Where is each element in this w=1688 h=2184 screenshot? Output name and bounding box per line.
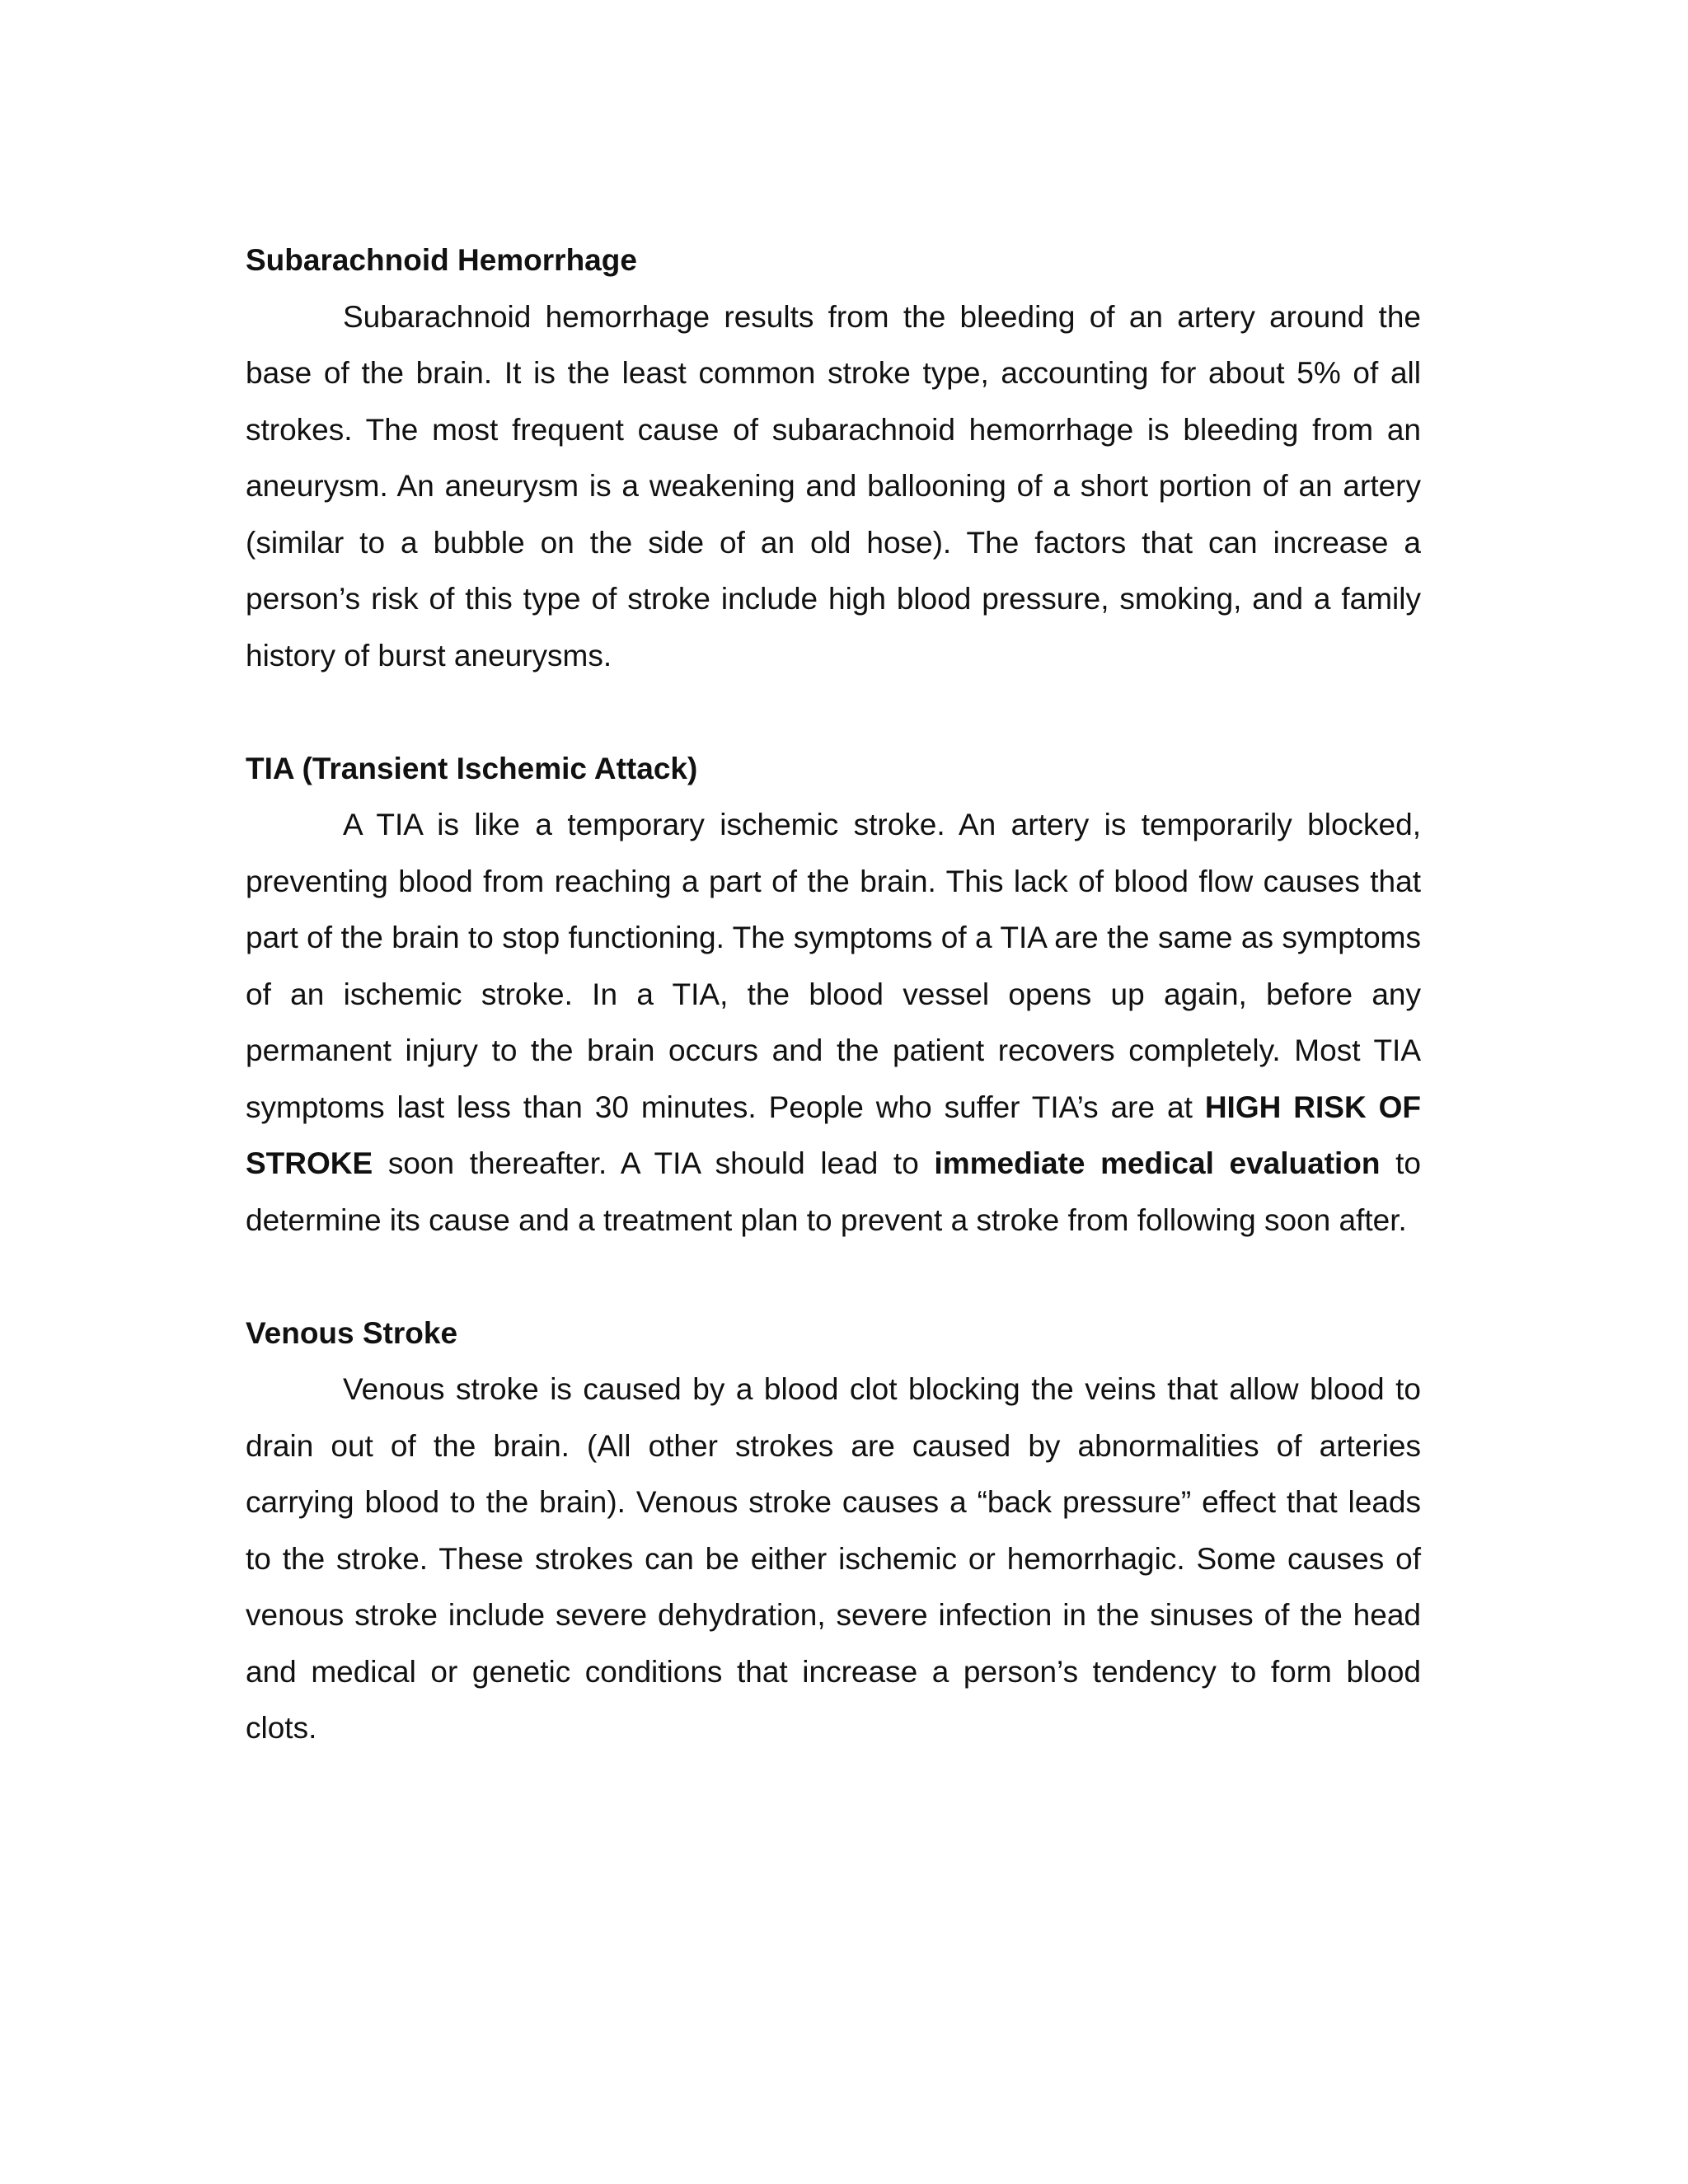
paragraph-text: soon thereafter. A TIA should lead to — [373, 1146, 935, 1180]
paragraph-text: to determine its cause and a treatment plan to prevent a stroke from following soon after. — [246, 1146, 1421, 1237]
paragraph-text: A TIA is like a temporary ischemic stroke. An artery is temporarily blocked, preventing blood from reaching a part of the brain. This lack of blood flow causes that part of the brain to stop functioning. The symptoms of a TIA are the same as symptoms of an ischemic stroke. In a TIA, the blood vessel opens up again, before any permanent injury to the brain occurs and the patient recovers completely. Most TIA symptoms last less than 30 minutes. People who suffer TIA’s are at — [246, 808, 1421, 1124]
emphasis-medical-evaluation: immediate medical evaluation — [934, 1146, 1381, 1180]
section-heading: TIA (Transient Ischemic Attack) — [246, 751, 698, 785]
section-subarachnoid-hemorrhage — [246, 232, 1421, 684]
emphasis-high-risk: HIGH RISK OF STROKE — [246, 1090, 1422, 1180]
section-paragraph: Venous stroke is caused by a blood clot blocking the veins that allow blood to drain out of the brain. (All other strokes are caused by abnormalities of arteries carrying blood to the brain). Venous stroke causes a “back pressure” effect that leads to the stroke. These strokes can be either ischemic or hemorrhagic. Some causes of venous stroke include severe dehydration, severe infection in the sinuses of the head and medical or genetic conditions that increase a person’s tendency to form blood clots. — [246, 1372, 1421, 1745]
section-paragraph: Subarachnoid hemorrhage results from the bleeding of an artery around the base of the brain. It is the least common stroke type, accounting for about 5% of all strokes. The most frequent cause of subarachnoid hemorrhage is bleeding from an aneurysm. An aneurysm is a weakening and ballooning of a short portion of an artery (similar to a bubble on the side of an old hose). The factors that can increase a person’s risk of this type of stroke include high blood pressure, smoking, and a family history of burst aneurysms. — [246, 299, 1421, 673]
section-heading: Subarachnoid Hemorrhage — [246, 243, 637, 277]
document-body — [246, 232, 1421, 1757]
section-paragraph — [246, 797, 1421, 1249]
section-heading: Venous Stroke — [246, 1315, 458, 1350]
section-venous-stroke — [246, 1305, 1421, 1757]
section-tia — [246, 741, 1421, 1249]
